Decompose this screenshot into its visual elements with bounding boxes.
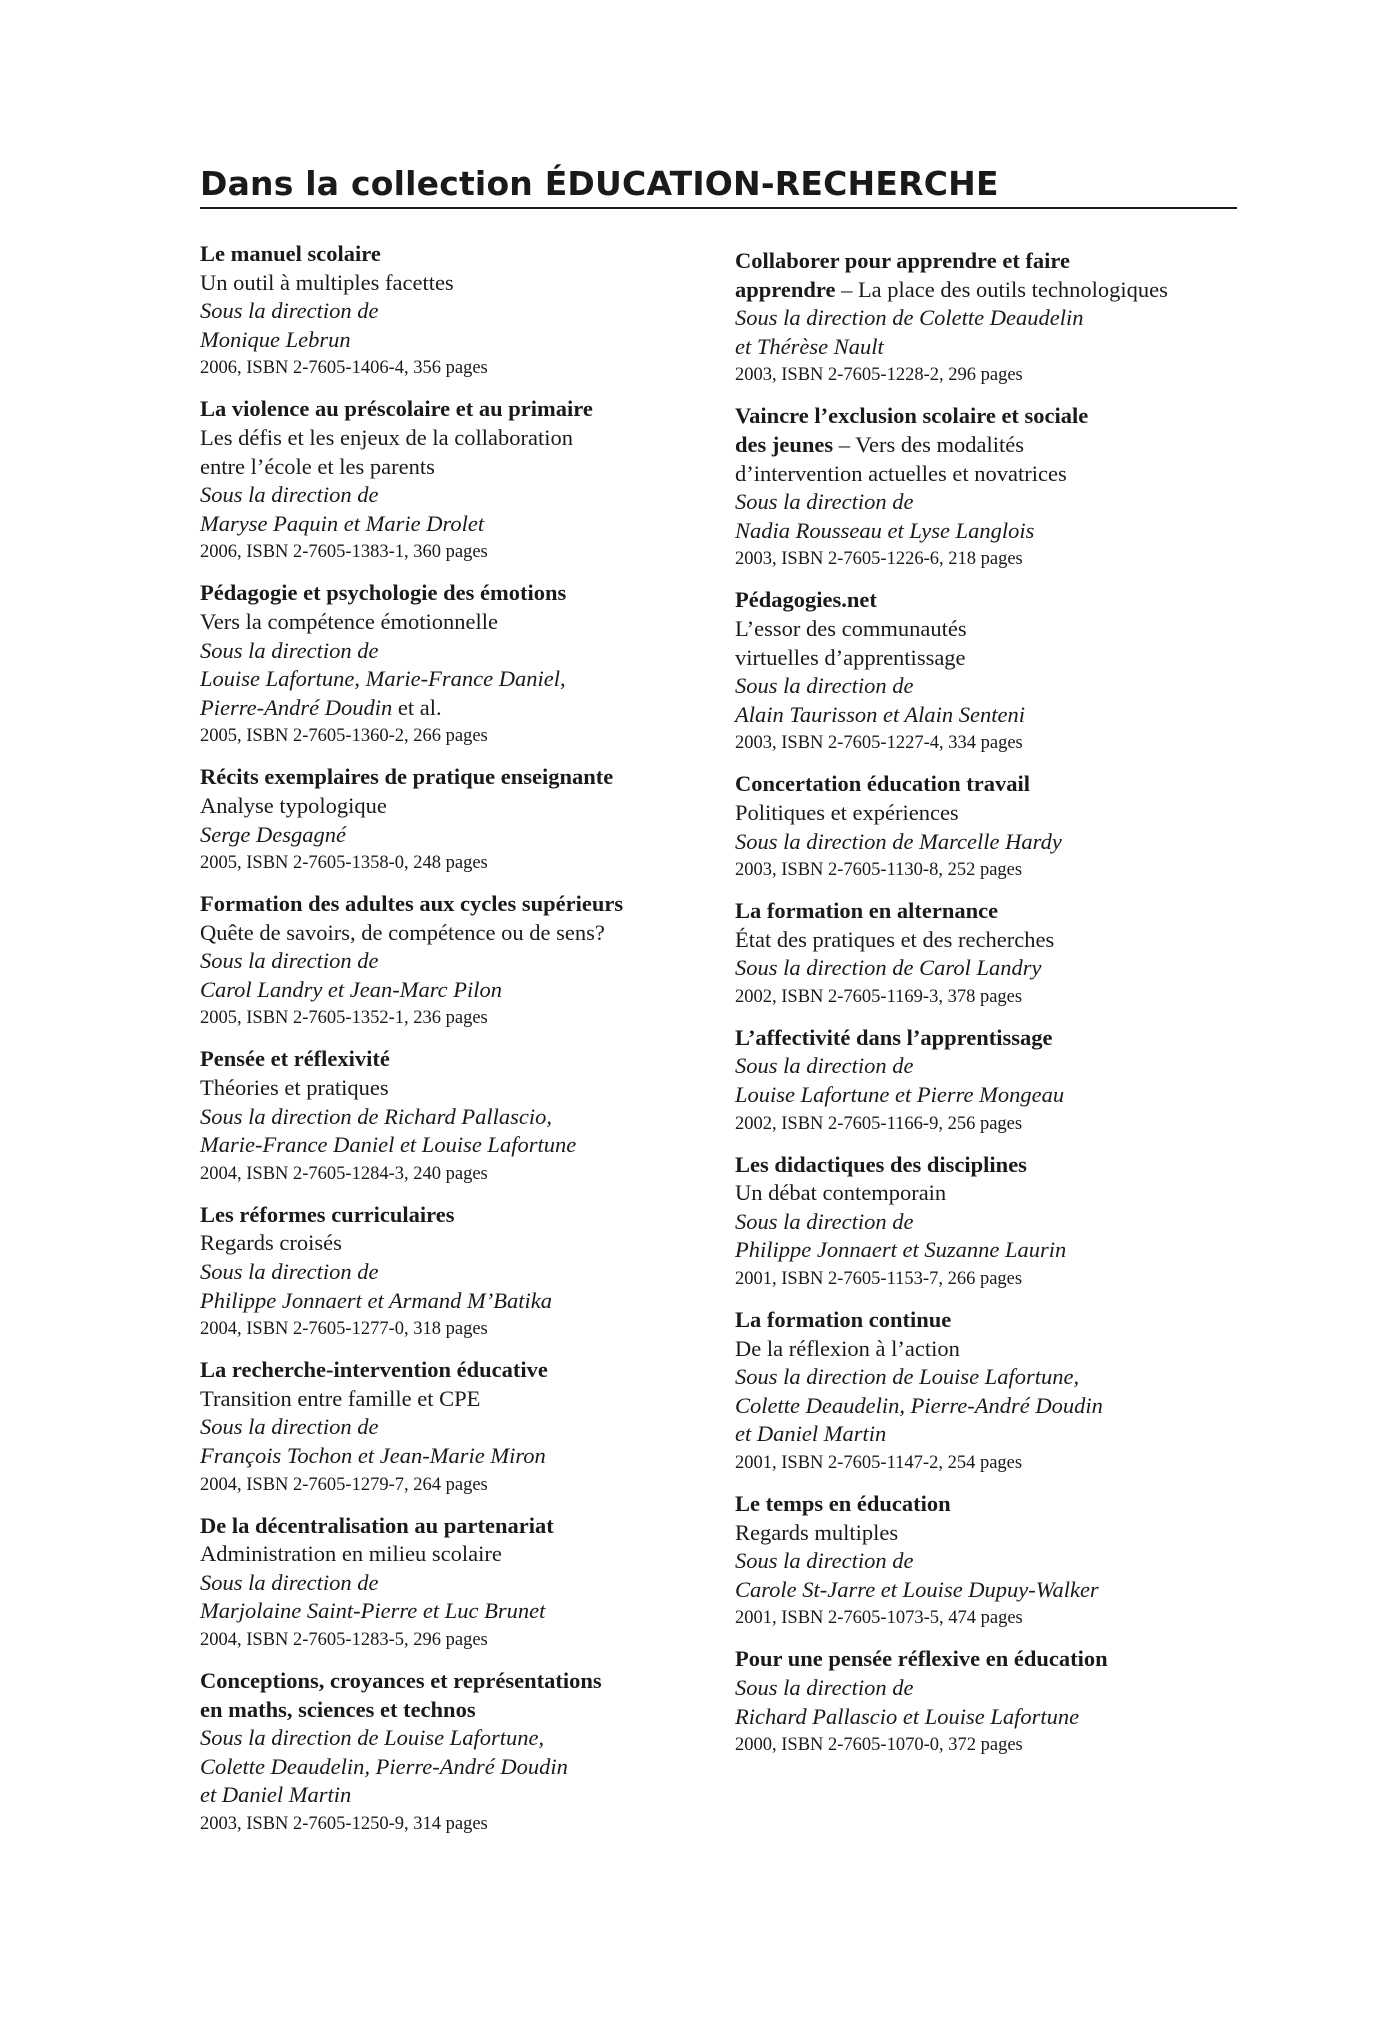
book-publication-info: 2005, ISBN 2-7605-1358-0, 248 pages (200, 853, 488, 874)
book-publication-info: 2004, ISBN 2-7605-1284-3, 240 pages (200, 1163, 488, 1184)
book-publication-info: 2003, ISBN 2-7605-1227-4, 334 pages (735, 733, 1023, 754)
book-editor: Sous la direction de (200, 948, 379, 974)
book-editor: Sous la direction de (735, 1208, 914, 1234)
book-entry (200, 395, 700, 566)
book-title: Vaincre l’exclusion scolaire et sociale (735, 403, 1089, 429)
book-editor: Sous la direction de Colette Deaudelin (735, 305, 1084, 331)
book-subtitle: virtuelles d’apprentissage (735, 644, 966, 670)
book-editor: Sous la direction de Louise Lafortune, (735, 1364, 1080, 1390)
book-subtitle: Théories et pratiques (200, 1075, 389, 1101)
book-entry (735, 1024, 1245, 1138)
book-editor: Sous la direction de (735, 673, 914, 699)
book-subtitle: Regards croisés (200, 1230, 342, 1256)
book-publication-info: 2004, ISBN 2-7605-1277-0, 318 pages (200, 1319, 488, 1340)
book-title: des jeunes (735, 431, 834, 457)
book-editor: Sous la direction de Richard Pallascio, (200, 1103, 553, 1129)
book-editor: Sous la direction de Carol Landry (735, 955, 1042, 981)
book-subtitle: De la réflexion à l’action (735, 1335, 960, 1361)
book-editor: Marie-France Daniel et Louise Lafortune (200, 1132, 577, 1158)
book-entry (735, 402, 1245, 573)
book-publication-info: 2003, ISBN 2-7605-1250-9, 314 pages (200, 1813, 488, 1834)
book-subtitle: Politiques et expériences (735, 799, 959, 825)
right-column (735, 247, 1245, 1772)
book-editor: Sous la direction de (200, 1259, 379, 1285)
book-publication-info: 2001, ISBN 2-7605-1073-5, 474 pages (735, 1608, 1023, 1629)
book-subtitle: Les défis et les enjeux de la collaboration (200, 424, 573, 450)
book-editor: et Thérèse Nault (735, 333, 884, 359)
book-editor: Louise Lafortune et Pierre Mongeau (735, 1082, 1065, 1108)
book-entry (200, 240, 700, 382)
book-title: Concertation éducation travail (735, 771, 1030, 797)
book-publication-info: 2006, ISBN 2-7605-1406-4, 356 pages (200, 358, 488, 379)
book-publication-info: 2003, ISBN 2-7605-1226-6, 218 pages (735, 549, 1023, 570)
book-title: La violence au préscolaire et au primaire (200, 396, 593, 422)
book-entry (200, 1045, 700, 1187)
book-publication-info: 2002, ISBN 2-7605-1166-9, 256 pages (735, 1113, 1023, 1134)
book-title: Le temps en éducation (735, 1491, 951, 1516)
book-title: en maths, sciences et technos (200, 1696, 476, 1722)
book-subtitle: L’essor des communautés (735, 615, 967, 641)
book-entry (200, 890, 700, 1032)
book-title: Pédagogies.net (735, 587, 877, 613)
book-title: Récits exemplaires de pratique enseignante (200, 764, 614, 790)
book-subtitle: Un débat contemporain (735, 1180, 947, 1206)
book-editor (200, 694, 700, 723)
book-editor: Sous la direction de (200, 298, 379, 324)
book-editor: Maryse Paquin et Marie Drolet (200, 510, 485, 536)
book-editor: Sous la direction de Louise Lafortune, (200, 1725, 545, 1751)
left-column (200, 240, 700, 1851)
book-editor: Sous la direction de (735, 1053, 914, 1079)
book-editor: Sous la direction de (200, 1414, 379, 1440)
book-entry (735, 247, 1245, 389)
book-title: La formation continue (735, 1307, 952, 1333)
book-publication-info: 2003, ISBN 2-7605-1228-2, 296 pages (735, 365, 1023, 386)
book-editor: Sous la direction de (200, 637, 379, 663)
book-title: Les didactiques des disciplines (735, 1151, 1027, 1177)
book-title: De la décentralisation au partenariat (200, 1512, 554, 1538)
book-editor: Sous la direction de (735, 489, 914, 515)
book-title: Conceptions, croyances et représentations (200, 1667, 602, 1693)
book-subtitle: Quête de savoirs, de compétence ou de sens? (200, 919, 605, 945)
book-entry (200, 1201, 700, 1343)
title-rule (200, 207, 1237, 209)
book-entry (200, 1512, 700, 1654)
book-publication-info: 2006, ISBN 2-7605-1383-1, 360 pages (200, 542, 488, 563)
book-editor: Sous la direction de (200, 1569, 379, 1595)
book-entry (200, 579, 700, 750)
book-title: La recherche-intervention éducative (200, 1357, 548, 1383)
book-subtitle: Un outil à multiples facettes (200, 269, 454, 295)
book-subtitle: d’intervention actuelles et novatrices (735, 460, 1067, 486)
book-title: L’affectivité dans l’apprentissage (735, 1024, 1053, 1050)
book-publication-info: 2004, ISBN 2-7605-1283-5, 296 pages (200, 1629, 488, 1650)
book-title: Formation des adultes aux cycles supérieurs (200, 891, 624, 917)
book-subtitle: Vers la compétence émotionnelle (200, 608, 499, 634)
book-subtitle: Analyse typologique (200, 792, 387, 818)
book-entry (735, 586, 1245, 757)
book-subtitle: Administration en milieu scolaire (200, 1541, 502, 1567)
book-editor: Carole St-Jarre et Louise Dupuy-Walker (735, 1576, 1099, 1602)
book-editor: Sous la direction de (735, 1548, 914, 1574)
book-subtitle: – Vers des modalités (833, 431, 1024, 457)
book-publication-info: 2001, ISBN 2-7605-1153-7, 266 pages (735, 1269, 1023, 1290)
book-subtitle: État des pratiques et des recherches (735, 926, 1055, 952)
book-subtitle: Regards multiples (735, 1519, 899, 1545)
book-editor: Nadia Rousseau et Lyse Langlois (735, 517, 1035, 543)
book-editor: Sous la direction de (735, 1674, 914, 1700)
book-editor: Alain Taurisson et Alain Senteni (735, 701, 1026, 727)
book-title: Pensée et réflexivité (200, 1046, 390, 1072)
book-editor-suffix: et al. (392, 694, 442, 720)
book-title: Collaborer pour apprendre et faire (735, 248, 1070, 273)
page-title: Dans la collection ÉDUCATION-RECHERCHE (200, 164, 999, 203)
book-editor: Louise Lafortune, Marie-France Daniel, (200, 666, 566, 692)
book-publication-info: 2005, ISBN 2-7605-1352-1, 236 pages (200, 1008, 488, 1029)
book-title: Pédagogie et psychologie des émotions (200, 580, 567, 606)
book-editor: et Daniel Martin (735, 1421, 887, 1447)
book-entry (735, 1306, 1245, 1477)
book-editor: Marjolaine Saint-Pierre et Luc Brunet (200, 1598, 546, 1624)
book-entry (735, 1490, 1245, 1632)
book-title: apprendre (735, 276, 836, 302)
book-editor: Sous la direction de (200, 482, 379, 508)
book-editor: Colette Deaudelin, Pierre-André Doudin (200, 1753, 568, 1779)
book-publication-info: 2001, ISBN 2-7605-1147-2, 254 pages (735, 1453, 1023, 1473)
book-editor: Richard Pallascio et Louise Lafortune (735, 1703, 1080, 1729)
book-publication-info: 2005, ISBN 2-7605-1360-2, 266 pages (200, 726, 488, 747)
book-title: Les réformes curriculaires (200, 1201, 455, 1227)
book-editor: Monique Lebrun (200, 326, 351, 352)
book-subtitle: Transition entre famille et CPE (200, 1385, 481, 1411)
book-entry (200, 763, 700, 877)
book-editor: Philippe Jonnaert et Armand M’Batika (200, 1287, 553, 1313)
book-title: La formation en alternance (735, 898, 999, 924)
book-subtitle: – La place des outils technologiques (835, 276, 1168, 302)
book-editor: Philippe Jonnaert et Suzanne Laurin (735, 1237, 1067, 1263)
book-editor-name: Pierre-André Doudin (200, 694, 393, 720)
book-entry (735, 770, 1245, 884)
book-entry (200, 1667, 700, 1838)
book-title: Le manuel scolaire (200, 241, 381, 266)
book-title: Pour une pensée réflexive en éducation (735, 1646, 1108, 1672)
book-entry (735, 1645, 1245, 1759)
book-entry (735, 897, 1245, 1011)
book-publication-info: 2000, ISBN 2-7605-1070-0, 372 pages (735, 1735, 1023, 1756)
book-editor: et Daniel Martin (200, 1782, 352, 1808)
book-editor: Serge Desgagné (200, 821, 346, 847)
book-publication-info: 2004, ISBN 2-7605-1279-7, 264 pages (200, 1474, 488, 1495)
book-publication-info: 2002, ISBN 2-7605-1169-3, 378 pages (735, 986, 1023, 1007)
book-editor: François Tochon et Jean-Marie Miron (200, 1443, 546, 1468)
book-editor: Colette Deaudelin, Pierre-André Doudin (735, 1392, 1103, 1418)
book-entry (200, 1356, 700, 1498)
book-entry (735, 1151, 1245, 1293)
book-editor: Sous la direction de Marcelle Hardy (735, 828, 1062, 854)
book-publication-info: 2003, ISBN 2-7605-1130-8, 252 pages (735, 860, 1023, 881)
book-subtitle: entre l’école et les parents (200, 453, 435, 479)
book-editor: Carol Landry et Jean-Marc Pilon (200, 976, 503, 1002)
